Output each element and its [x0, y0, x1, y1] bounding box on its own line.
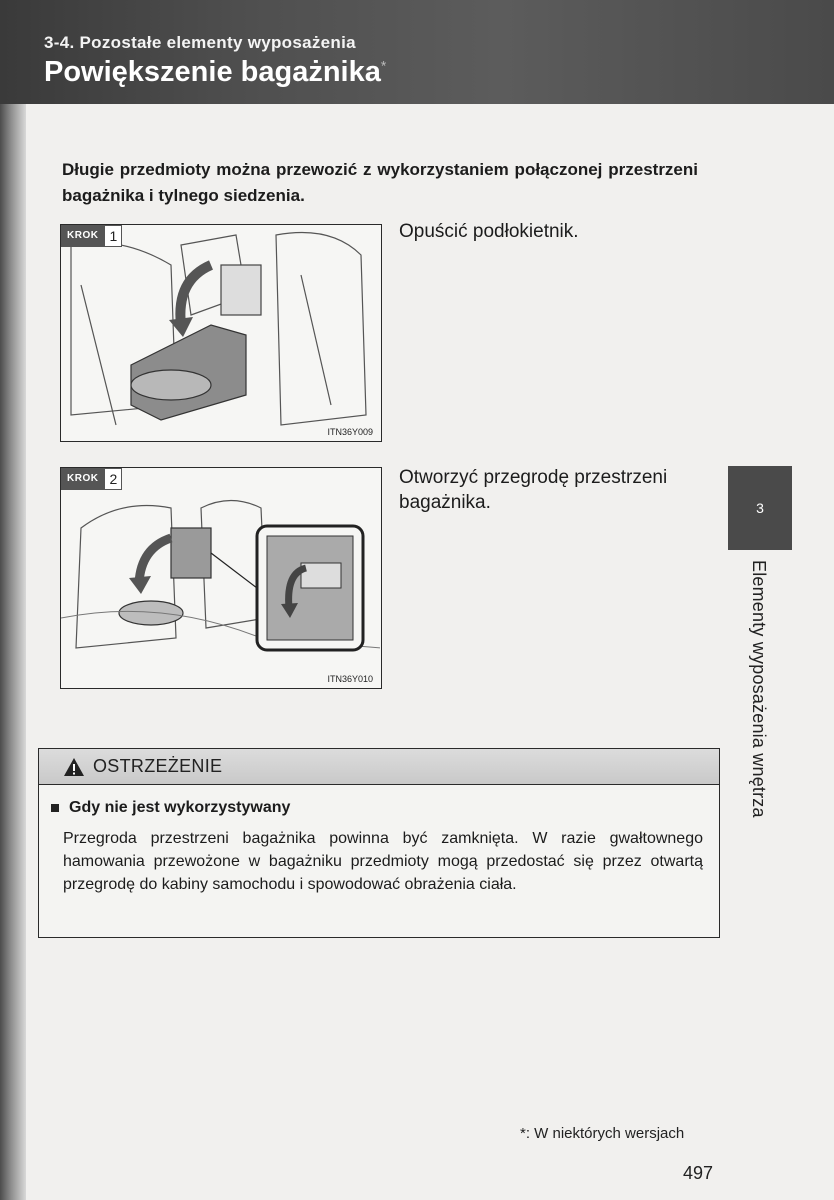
step-2-text: Otworzyć przegrodę przestrzeni bagażnika.: [399, 467, 668, 513]
image-code: ITN36Y010: [327, 674, 373, 684]
step-1-text: Opuścić podłokietnik.: [399, 221, 579, 242]
chapter-number: 3: [756, 500, 764, 516]
warning-subtitle: [51, 799, 290, 817]
step-1-figure: [60, 224, 382, 442]
warning-body: Przegroda przestrzeni bagażnika powinna być zamknięta. W razie gwałtownego hamowania przewożone w bagażniku przedmioty mogą przedostać się przez otwartą przegrodę do kabiny samochodu i spowodować obrażenia ciała.: [63, 830, 703, 893]
step-badge-label: KROK: [61, 468, 104, 490]
warning-title: OSTRZEŻENIE: [93, 756, 223, 776]
page-number: 497: [683, 1163, 714, 1183]
step-2-badge: [61, 468, 122, 490]
title-footnote-mark: *: [380, 57, 387, 74]
footnote: *: W niektórych wersjach: [520, 1125, 685, 1142]
chapter-label: Elementy wyposażenia wnętrza: [749, 560, 769, 818]
step-badge-label: KROK: [61, 225, 104, 247]
page-binding-shadow: [0, 0, 26, 1200]
warning-subtitle-text: Gdy nie jest wykorzystywany: [69, 799, 291, 816]
step-1-badge: [61, 225, 122, 247]
armrest-illustration: [61, 225, 380, 440]
step-2-figure: [60, 467, 382, 689]
warning-header: [39, 749, 719, 785]
chapter-tab: [728, 466, 792, 550]
pass-through-illustration: [61, 468, 380, 687]
image-code: ITN36Y009: [327, 427, 373, 437]
bullet-square-icon: [51, 804, 59, 812]
step-badge-number: 2: [104, 468, 122, 490]
step-badge-number: 1: [104, 225, 122, 247]
section-title: 3-4. Pozostałe elementy wyposażenia: [44, 33, 356, 52]
warning-triangle-icon: [63, 757, 85, 777]
warning-box: [38, 748, 720, 938]
page-title-text: Powiększenie bagażnika: [44, 56, 381, 88]
intro-text: Długie przedmioty można przewozić z wykorzystaniem połączonej przestrzeni bagażnika i tylnego siedzenia.: [62, 160, 698, 205]
page-title: [44, 56, 386, 89]
page-header: [0, 0, 834, 104]
